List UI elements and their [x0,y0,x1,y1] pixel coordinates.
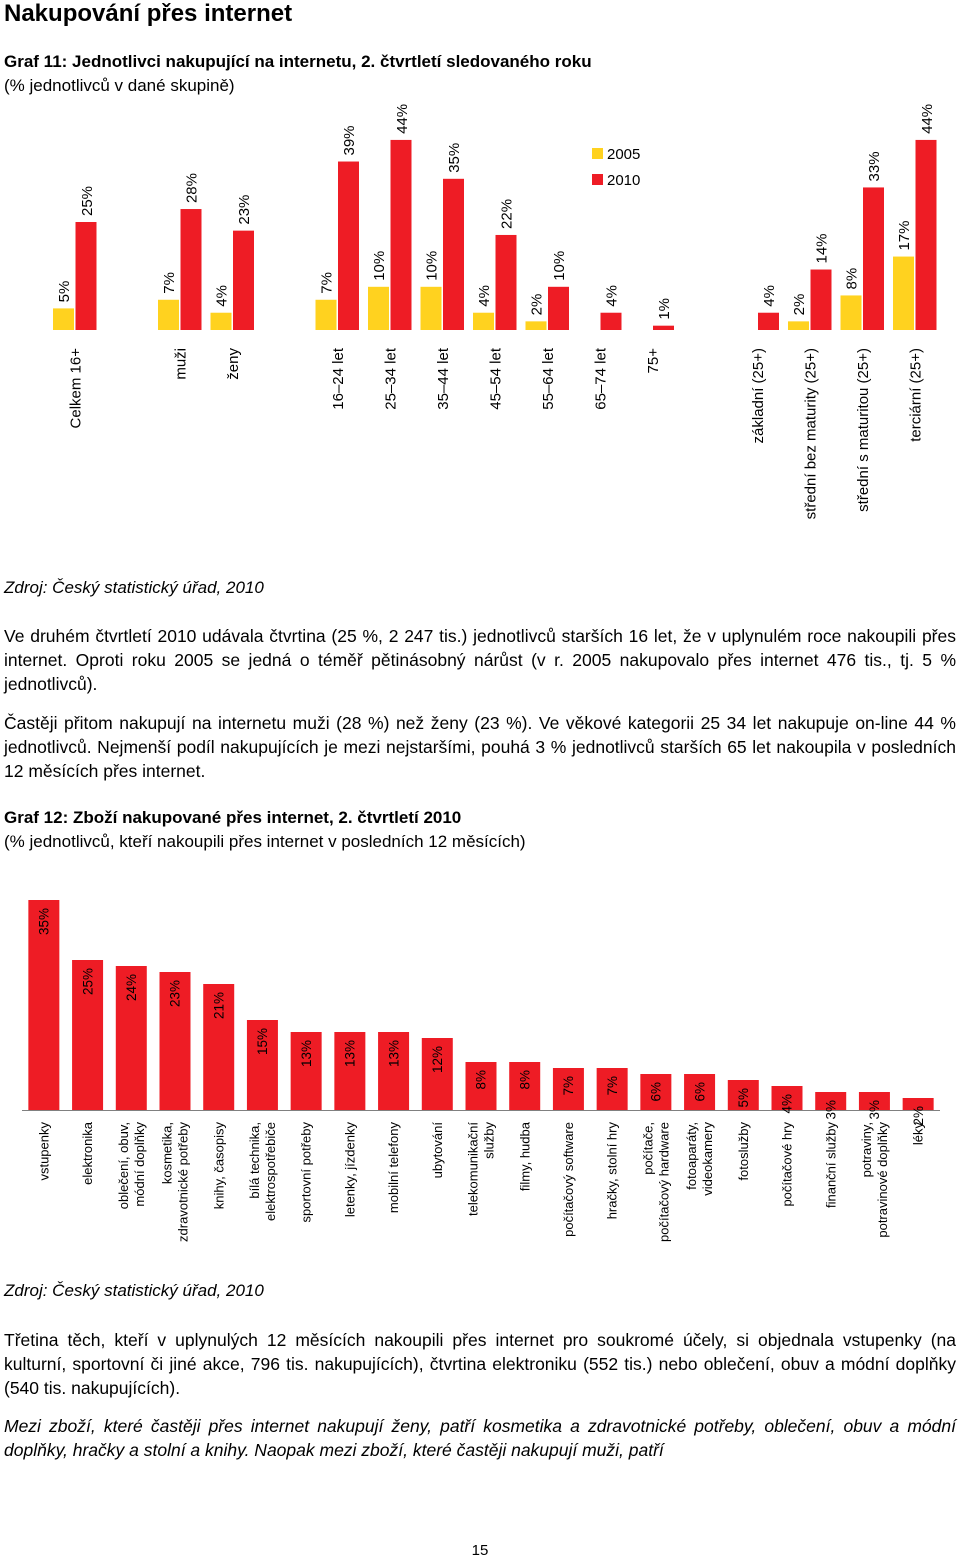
bar-2010 [758,313,779,330]
category-label: ženy [224,348,242,380]
category-label [211,1122,226,1210]
data-label: 23% [236,194,254,225]
chart-graph11 [0,103,960,550]
legend [592,146,640,189]
legend-swatch [592,148,603,159]
bar-2010 [653,326,674,330]
category-label: terciární (25+) [907,348,925,442]
category-label [911,1122,926,1146]
data-label: 13% [386,1040,402,1068]
data-label: 4% [603,285,621,307]
bar-2010 [916,140,937,330]
category-label [517,1121,532,1191]
data-label: 13% [298,1040,314,1068]
category-label-line: počítačový hardware [656,1122,672,1242]
category-label-line: potravinové doplňky [874,1122,890,1238]
data-label: 3% [823,1100,839,1120]
bar-2005 [893,257,914,330]
data-label: 7% [561,1076,577,1096]
data-label: 4% [213,285,231,307]
bar-2005 [788,321,809,330]
category-label-line: módní doplňky [131,1122,147,1207]
data-label: 7% [161,272,179,294]
bar-2005 [526,321,547,330]
category-label [342,1122,357,1218]
category-label-line: léky [910,1122,926,1146]
category-label: 16–24 let [329,348,347,410]
bar-2005 [316,300,337,330]
category-label-line: hračky, stolní hry [604,1122,620,1220]
category-label [247,1122,278,1221]
data-label: 10% [371,250,389,281]
data-label: 17% [896,220,914,251]
page-number: 15 [471,1542,489,1559]
category-label: základní (25+) [749,348,767,444]
data-label: 14% [813,233,831,264]
category-label-line: letenky, jízdenky [342,1122,358,1218]
category-label-line: oblečení, obuv, [115,1122,131,1210]
data-label: 23% [167,980,183,1008]
category-label [116,1122,147,1210]
category-label: 25–34 let [382,348,400,410]
bar-2010 [391,140,412,330]
category-label [640,1122,671,1242]
category-label-line: počítače, [640,1122,656,1175]
data-label: 35% [446,142,464,173]
data-label: 7% [604,1076,620,1096]
category-label [466,1122,497,1216]
category-label [561,1122,576,1237]
bar-2010 [338,162,359,330]
category-label [605,1122,620,1220]
paragraph: Ve druhém čtvrtletí 2010 udávala čtvrtina (25 %, 2 247 tis.) jednotlivců starších 16 let, že v uplynulém roce nakoupili přes internet. Oproti roku 2005 se jedná o téměř pětinásobný nárůst (v r. 2005 nakupovalo přes internet 476 tis., tj. 5 % jednotlivců). [4,626,956,694]
bar-2010 [181,209,202,330]
bar-2005 [53,308,74,330]
bar-2010 [443,179,464,330]
data-label: 1% [656,297,674,320]
bar-2005 [421,287,442,330]
category-label [736,1122,751,1181]
category-label: Celkem 16+ [67,348,85,429]
bar-2005 [841,295,862,330]
category-label-line: elektronika [80,1122,96,1185]
category-label-line: bílá technika, [246,1122,262,1199]
category-label [80,1121,95,1185]
data-label: 2% [528,293,546,316]
category-label-line: mobilní telefony [386,1122,402,1214]
graph11-subtitle: (% jednotlivců v dané skupině) [4,76,235,95]
category-label [780,1122,795,1207]
category-label-line: videokamery [700,1122,716,1196]
category-label-line: sportovní potřeby [298,1122,314,1223]
paragraph: Třetina těch, kteří v uplynulých 12 měsících nakoupili přes internet pro soukromé účely, si objednala vstupenky (na kulturní, sportovní či jiné akce, 796 tis. nakupujících), čtvrtina elektroniku (552 tis.) nebo oblečení, obuv a módní doplňky (540 tis. nakupujících). [4,1330,956,1398]
category-label-line: fotoslužby [735,1122,751,1181]
data-label: 7% [318,272,336,294]
category-label-line: telekomunikační [465,1122,481,1216]
graph11-source: Zdroj: Český statistický úřad, 2010 [4,578,264,597]
category-label: 35–44 let [434,348,452,410]
data-label: 35% [36,908,52,936]
category-label: muži [172,348,190,380]
data-label: 4% [779,1094,795,1114]
category-label: 45–54 let [487,348,505,410]
data-label: 44% [918,103,936,134]
data-label: 10% [551,250,569,281]
data-label: 39% [341,125,359,156]
data-label: 3% [867,1100,883,1120]
data-label: 2% [791,293,809,316]
category-label [299,1122,314,1223]
category-label: 55–64 let [539,348,557,410]
bar-2005 [473,313,494,330]
data-label: 4% [761,285,779,307]
category-label: střední bez maturity (25+) [802,348,820,520]
category-label-line: potraviny, [858,1122,874,1178]
data-label: 8% [517,1070,533,1090]
category-label [823,1122,838,1208]
data-label: 6% [648,1082,664,1102]
data-label: 10% [423,250,441,281]
data-label: 24% [124,974,140,1002]
category-label-line: ubytování [429,1122,445,1179]
category-label-line: filmy, hudba [517,1122,533,1192]
category-label [430,1122,445,1179]
graph12-source: Zdroj: Český statistický úřad, 2010 [4,1281,264,1300]
data-label: 8% [843,267,861,290]
bar-2010 [811,270,832,330]
data-label: 25% [78,185,96,216]
chart-graph12 [0,880,960,1265]
data-label: 5% [56,280,74,303]
data-label: 4% [476,285,494,307]
bar-2010 [233,231,254,330]
bar-2010 [601,313,622,330]
data-label: 8% [473,1070,489,1090]
category-label-line: zdravotnické potřeby [175,1122,191,1242]
data-label: 33% [866,151,884,182]
paragraph: Častěji přitom nakupují na internetu muži (28 %) než ženy (23 %). Ve věkové kategorii 25 34 let nakupuje on-line 44 % jednotlivců. Nejmenší podíl nakupujících je mezi nejstaršími, pouhá 3 % jednotlivců starších 65 let nakoupila v posledních 12 měsících přes internet. [4,713,956,781]
bar-2005 [158,300,179,330]
category-label-line: knihy, časopisy [211,1122,227,1210]
data-label: 2% [910,1106,926,1126]
category-label-line: kosmetika, [159,1122,175,1185]
graph12-title: Graf 12: Zboží nakupované přes internet, 2. čtvrtletí 2010 [4,808,462,827]
category-label: 75+ [644,348,662,374]
category-label: střední s maturitou (25+) [854,348,872,512]
legend-label: 2010 [607,172,641,189]
category-label [160,1122,191,1242]
legend-label: 2005 [607,146,641,163]
data-label: 6% [692,1082,708,1102]
category-label-line: elektrospotřebiče [262,1122,278,1221]
page-heading: Nakupování přes internet [4,0,293,27]
data-label: 22% [498,198,516,229]
data-label: 28% [183,173,201,204]
data-label: 5% [736,1088,752,1108]
category-label [859,1122,890,1238]
category-label-line: finanční služby [823,1122,839,1208]
category-label-line: počítačový software [560,1122,576,1237]
category-label-line: počítačové hry [779,1122,795,1207]
bar-2005 [211,313,232,330]
paragraph: Mezi zboží, které častěji přes internet nakupují ženy, patří kosmetika a zdravotnické potřeby, oblečení, obuv a módní doplňky, hračky a stolní a knihy. Naopak mezi zboží, které častěji nakupují muži, patří [4,1416,956,1460]
category-label [684,1122,715,1196]
bar-2005 [368,287,389,330]
category-label-line: služby [481,1122,497,1159]
graph12-subtitle: (% jednotlivců, kteří nakoupili přes internet v posledních 12 měsících) [4,832,526,851]
bar-2010 [76,222,97,330]
graph11-title: Graf 11: Jednotlivci nakupující na internetu, 2. čtvrtletí sledovaného roku [4,52,592,71]
bar-2010 [548,287,569,330]
data-label: 44% [393,103,411,134]
data-label: 21% [211,992,227,1020]
category-label [386,1122,401,1214]
category-label-line: fotoaparáty, [684,1122,700,1190]
category-label-line: vstupenky [36,1122,52,1181]
legend-swatch [592,174,603,185]
bar-2010 [496,235,517,330]
data-label: 13% [342,1040,358,1068]
data-label: 12% [430,1046,446,1074]
category-label [36,1122,51,1181]
category-label: 65–74 let [592,348,610,410]
data-label: 25% [80,968,96,996]
data-label: 15% [255,1028,271,1056]
bar-2010 [863,187,884,330]
